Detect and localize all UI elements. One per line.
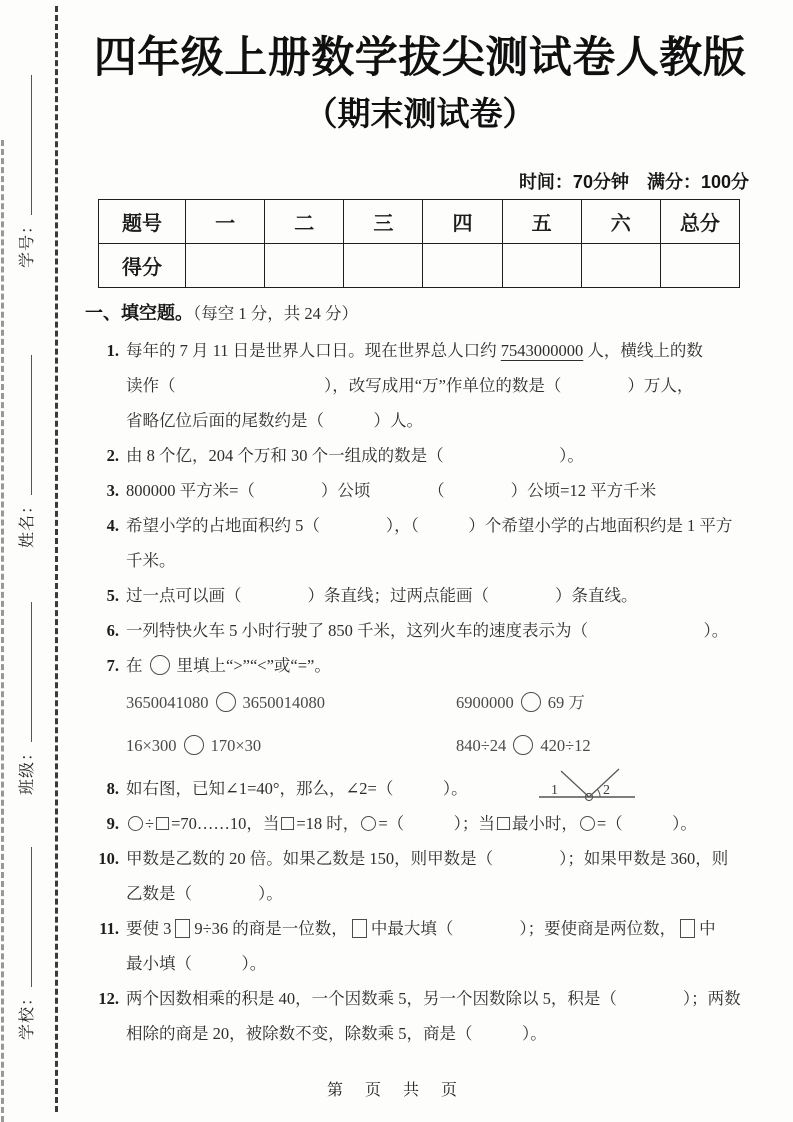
score-table-col: 一: [186, 200, 265, 244]
blank-box: [352, 919, 367, 938]
question-line: [126, 876, 755, 911]
score-table-header-row: [99, 200, 740, 244]
compare-circle: [216, 692, 236, 712]
section-heading-title: 一、填空题。: [85, 303, 193, 323]
left-operand: 3650041080: [126, 693, 209, 712]
blank-box: [175, 919, 190, 938]
question-number: 5.: [106, 586, 119, 605]
score-table-score-label: 得分: [99, 244, 186, 288]
score-table-header-label: 题号: [99, 200, 186, 244]
score-table-col: 五: [502, 200, 581, 244]
page-subtitle: （期末测试卷）: [304, 95, 536, 132]
question-number: 6.: [106, 621, 119, 640]
question-item: [85, 841, 755, 911]
text-run: 过一点可以画（ ）条直线；过两点能画（ ）条直线。: [126, 586, 638, 605]
text-run: 最小填（ ）。: [126, 954, 267, 973]
question-line: [126, 1016, 755, 1051]
question-line: [126, 438, 755, 473]
sidebar-field-name: [14, 355, 37, 548]
sidebar-field-label: 姓名：: [19, 496, 36, 548]
question-item: [85, 806, 755, 841]
angle-label-1: 1: [551, 783, 558, 798]
question-line: [126, 403, 755, 438]
question-line: [126, 613, 755, 648]
text-run: 里填上“>”“<”或“=”。: [176, 656, 331, 675]
comparison-pair: [126, 729, 456, 763]
text-run: 读作（ ），改写成用“万”作单位的数是（ ）万人，: [126, 376, 694, 395]
angle-diagram: [537, 767, 637, 805]
score-cell: [344, 244, 423, 288]
question-number: 8.: [106, 779, 119, 798]
comparison-pair: [126, 686, 456, 720]
question-line: [126, 981, 755, 1016]
question-body: [126, 806, 755, 841]
question-line: [126, 508, 755, 543]
text-run: =70……10，当: [171, 814, 280, 833]
question-line: [126, 473, 755, 508]
text-run: 每年的 7 月 11 日是世界人口日。现在世界总人口约: [126, 341, 501, 360]
score-cell: [265, 244, 344, 288]
score-cell: [581, 244, 660, 288]
right-operand: 170×30: [210, 736, 262, 755]
score-table-col: 总分: [660, 200, 739, 244]
comparison-pair: [456, 686, 755, 720]
question-number: 11.: [99, 919, 119, 938]
text-run: 希望小学的占地面积约 5（ ），（ ）个希望小学的占地面积约是 1 平方: [126, 516, 733, 535]
question-body: [126, 333, 755, 438]
sidebar-field-label: 学校：: [19, 988, 36, 1040]
text-run: 9÷36 的商是一位数，: [194, 919, 348, 938]
question-number: 3.: [106, 481, 119, 500]
question-body: [126, 911, 755, 981]
text-run: 一列特快火车 5 小时行驶了 850 千米，这列火车的速度表示为（ ）。: [126, 621, 729, 640]
question-number: 1.: [106, 341, 119, 360]
question-number: 7.: [106, 656, 119, 675]
question-line: [126, 333, 755, 368]
question-number: 12.: [98, 989, 119, 1008]
question-body: [126, 648, 755, 771]
text-run: 两个因数相乘的积是 40，一个因数乘 5，另一个因数除以 5，积是（ ）；两数: [126, 989, 741, 1008]
question-item: [85, 911, 755, 981]
text-run: 要使 3: [126, 919, 172, 938]
circle-symbol: [128, 816, 143, 831]
score-table: [98, 199, 740, 288]
square-symbol: [281, 817, 294, 830]
question-number: 10.: [98, 849, 119, 868]
page-footer: 第 页 共 页: [326, 1082, 466, 1099]
text-run: 甲数是乙数的 20 倍。如果乙数是 150，则甲数是（ ）；如果甲数是 360，则: [126, 849, 729, 868]
compare-circle: [521, 692, 541, 712]
question-item: [85, 771, 755, 806]
write-line: [26, 75, 32, 215]
question-body: [126, 613, 755, 648]
text-run: 中最大填（ ）；要使商是两位数，: [370, 919, 677, 938]
question-line: [126, 771, 755, 806]
question-item: [85, 578, 755, 613]
text-run: 在: [126, 656, 143, 675]
text-run: 省略亿位后面的尾数约是（ ）人。: [126, 411, 423, 430]
main-content: [85, 0, 755, 1051]
question-line: [126, 841, 755, 876]
write-line: [26, 602, 32, 742]
text-run: 千米。: [126, 551, 176, 570]
sidebar-field-school: [14, 847, 37, 1040]
score-table-col: 二: [265, 200, 344, 244]
text-run: =18 时，: [296, 814, 360, 833]
sidebar-field-label: 班级：: [19, 743, 36, 795]
question-body: [126, 841, 755, 911]
text-run: =（ ）；当: [378, 814, 495, 833]
score-table-score-row: [99, 244, 740, 288]
left-operand: 840÷24: [456, 736, 507, 755]
question-line: [126, 543, 755, 578]
question-item: [85, 981, 755, 1051]
circle-symbol: [150, 655, 170, 675]
right-operand: 420÷12: [540, 736, 591, 755]
question-number: 2.: [106, 446, 119, 465]
question-body: [126, 771, 755, 806]
question-list: [85, 333, 755, 1051]
question-line: [126, 911, 755, 946]
section-heading-note: （每空 1 分，共 24 分）: [193, 304, 358, 323]
question-line: [126, 368, 755, 403]
compare-circle: [513, 735, 533, 755]
question-line: [126, 946, 755, 981]
question-item: [85, 648, 755, 771]
text-run: 800000 平方米=（ ）公顷 （ ）公顷=12 平方千米: [126, 481, 657, 500]
text-run: 最小时，: [511, 814, 578, 833]
time-score-info: 时间：70分钟 满分：100分: [518, 172, 749, 192]
score-cell: [186, 244, 265, 288]
compare-circle: [184, 735, 204, 755]
question-body: [126, 981, 755, 1051]
question-item: [85, 473, 755, 508]
angle-label-2: 2: [603, 783, 610, 798]
blank-box: [680, 919, 695, 938]
right-operand: 69 万: [547, 693, 585, 712]
write-line: [26, 355, 32, 495]
question-body: [126, 508, 755, 578]
page-title: 四年级上册数学拔尖测试卷人教版: [93, 34, 747, 82]
binding-dashed-line: [55, 6, 58, 1112]
text-run: 人，横线上的数: [583, 341, 703, 360]
question-line: [126, 578, 755, 613]
text-run: 由 8 个亿，204 个万和 30 个一组成的数是（ ）。: [126, 446, 584, 465]
left-operand: 6900000: [456, 693, 514, 712]
sidebar-field-class: [14, 602, 37, 795]
text-run: 如右图，已知∠1=40°，那么，∠2=（ ）。: [126, 779, 468, 798]
text-run: =（ ）。: [596, 814, 697, 833]
question-body: [126, 473, 755, 508]
question-item: [85, 333, 755, 438]
score-cell: [660, 244, 739, 288]
question-item: [85, 438, 755, 473]
question-number: 9.: [106, 814, 119, 833]
question-line: [126, 806, 755, 841]
question-item: [85, 508, 755, 578]
comparison-grid: [126, 686, 755, 763]
score-cell: [502, 244, 581, 288]
text-run: 7543000000: [500, 341, 584, 360]
section-heading: [85, 300, 755, 328]
square-symbol: [156, 817, 169, 830]
right-operand: 3650014080: [242, 693, 325, 712]
sidebar-field-label: 学号：: [19, 216, 36, 268]
page-edge-dashes: [1, 140, 4, 1122]
question-item: [85, 613, 755, 648]
score-table-col: 三: [344, 200, 423, 244]
question-body: [126, 438, 755, 473]
left-operand: 16×300: [126, 736, 177, 755]
text-run: 中: [699, 919, 716, 938]
question-body: [126, 578, 755, 613]
question-number: 4.: [106, 516, 119, 535]
text-run: 相除的商是 20，被除数不变，除数乘 5，商是（ ）。: [126, 1024, 547, 1043]
write-line: [26, 847, 32, 987]
score-table-col: 四: [423, 200, 502, 244]
text-run: 乙数是（ ）。: [126, 884, 283, 903]
circle-symbol: [361, 816, 376, 831]
sidebar-field-student-id: [14, 75, 37, 268]
question-line: [126, 648, 755, 683]
circle-symbol: [580, 816, 595, 831]
score-table-col: 六: [581, 200, 660, 244]
text-run: ÷: [145, 814, 155, 833]
score-cell: [423, 244, 502, 288]
comparison-pair: [456, 729, 755, 763]
square-symbol: [497, 817, 510, 830]
